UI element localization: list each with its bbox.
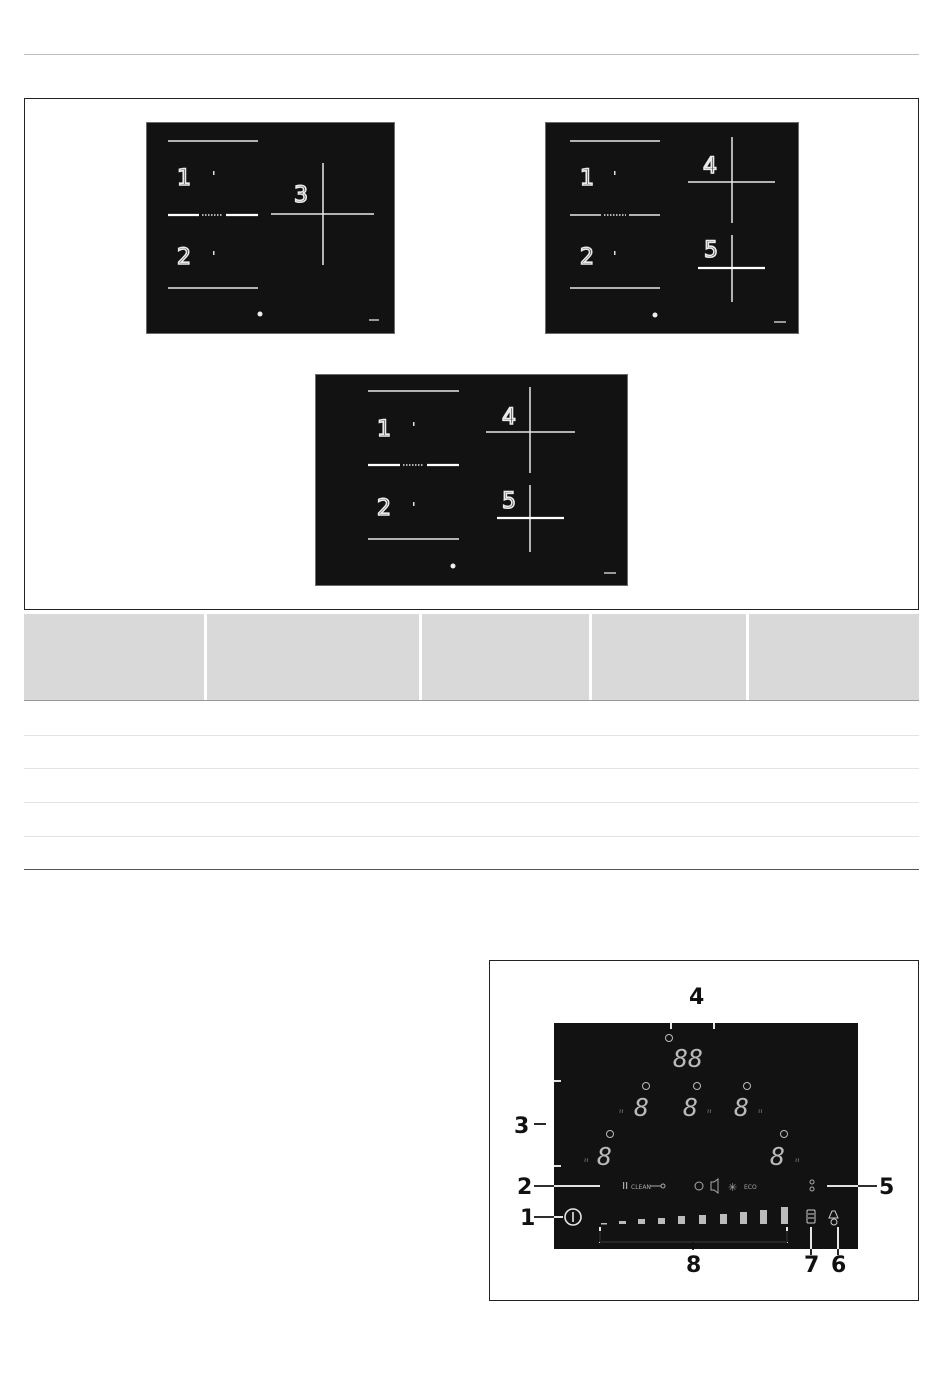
zone-label-3: 3 xyxy=(294,183,308,208)
zone-label-2: 2 xyxy=(377,496,391,521)
table-header-divider xyxy=(24,700,919,701)
callout-6: 6 xyxy=(831,1253,847,1278)
pause-icon[interactable] xyxy=(623,1182,624,1189)
zone-label-2: 2 xyxy=(177,245,191,270)
top-rule xyxy=(24,54,919,55)
zone-display: 8 xyxy=(770,1142,786,1171)
cooktop-layouts-figure xyxy=(24,98,919,610)
callout-4: 4 xyxy=(689,985,705,1010)
eco-label[interactable]: ECO xyxy=(744,1184,757,1191)
callout-2: 2 xyxy=(517,1175,533,1200)
table-header xyxy=(24,614,919,700)
callout-1: 1 xyxy=(520,1206,536,1231)
callout-5: 5 xyxy=(879,1175,895,1200)
bridge-symbol: ≀≀ xyxy=(795,1157,800,1164)
callout-7: 7 xyxy=(804,1253,820,1278)
zone-display: 8 xyxy=(683,1093,699,1122)
table-header-cell xyxy=(422,614,589,700)
zone-label-1: 1 xyxy=(580,166,594,191)
bridge-symbol: ≀≀ xyxy=(619,1108,624,1115)
table-row xyxy=(24,768,919,769)
bridge-symbol: ≀≀ xyxy=(707,1108,712,1115)
zone-display: 8 xyxy=(597,1142,613,1171)
zone-label-1: 1 xyxy=(377,417,391,442)
hob-three-zone xyxy=(146,122,395,334)
zone-label-1: 1 xyxy=(177,166,191,191)
bridge-symbol: ≀≀ xyxy=(758,1108,763,1115)
zone-label-4: 4 xyxy=(502,405,516,430)
zone-label-5: 5 xyxy=(704,238,718,263)
callout-3: 3 xyxy=(514,1114,530,1139)
zone-label-5: 5 xyxy=(502,489,516,514)
table-row xyxy=(24,802,919,803)
zone-display: 8 xyxy=(734,1093,750,1122)
bridge-symbol: ≀≀ xyxy=(584,1157,589,1164)
hob-four-zone-wide xyxy=(315,374,628,586)
clean-lock-label[interactable]: CLEAN xyxy=(631,1184,651,1191)
table-row xyxy=(24,836,919,837)
keep-warm-icon[interactable]: ✳ xyxy=(728,1181,738,1194)
table-header-cell xyxy=(207,614,419,700)
table-bottom-rule xyxy=(24,869,919,870)
zone-label-4: 4 xyxy=(703,154,717,179)
control-panel-figure xyxy=(489,960,919,1301)
timer-display: 88 xyxy=(673,1044,704,1073)
hob-four-zone xyxy=(545,122,799,334)
zone-label-2: 2 xyxy=(580,245,594,270)
zone-display: 8 xyxy=(634,1093,650,1122)
table-row xyxy=(24,735,919,736)
table-header-cell xyxy=(749,614,919,700)
table-header-cell xyxy=(592,614,746,700)
table-header-cell xyxy=(24,614,204,700)
callout-8: 8 xyxy=(686,1253,702,1278)
